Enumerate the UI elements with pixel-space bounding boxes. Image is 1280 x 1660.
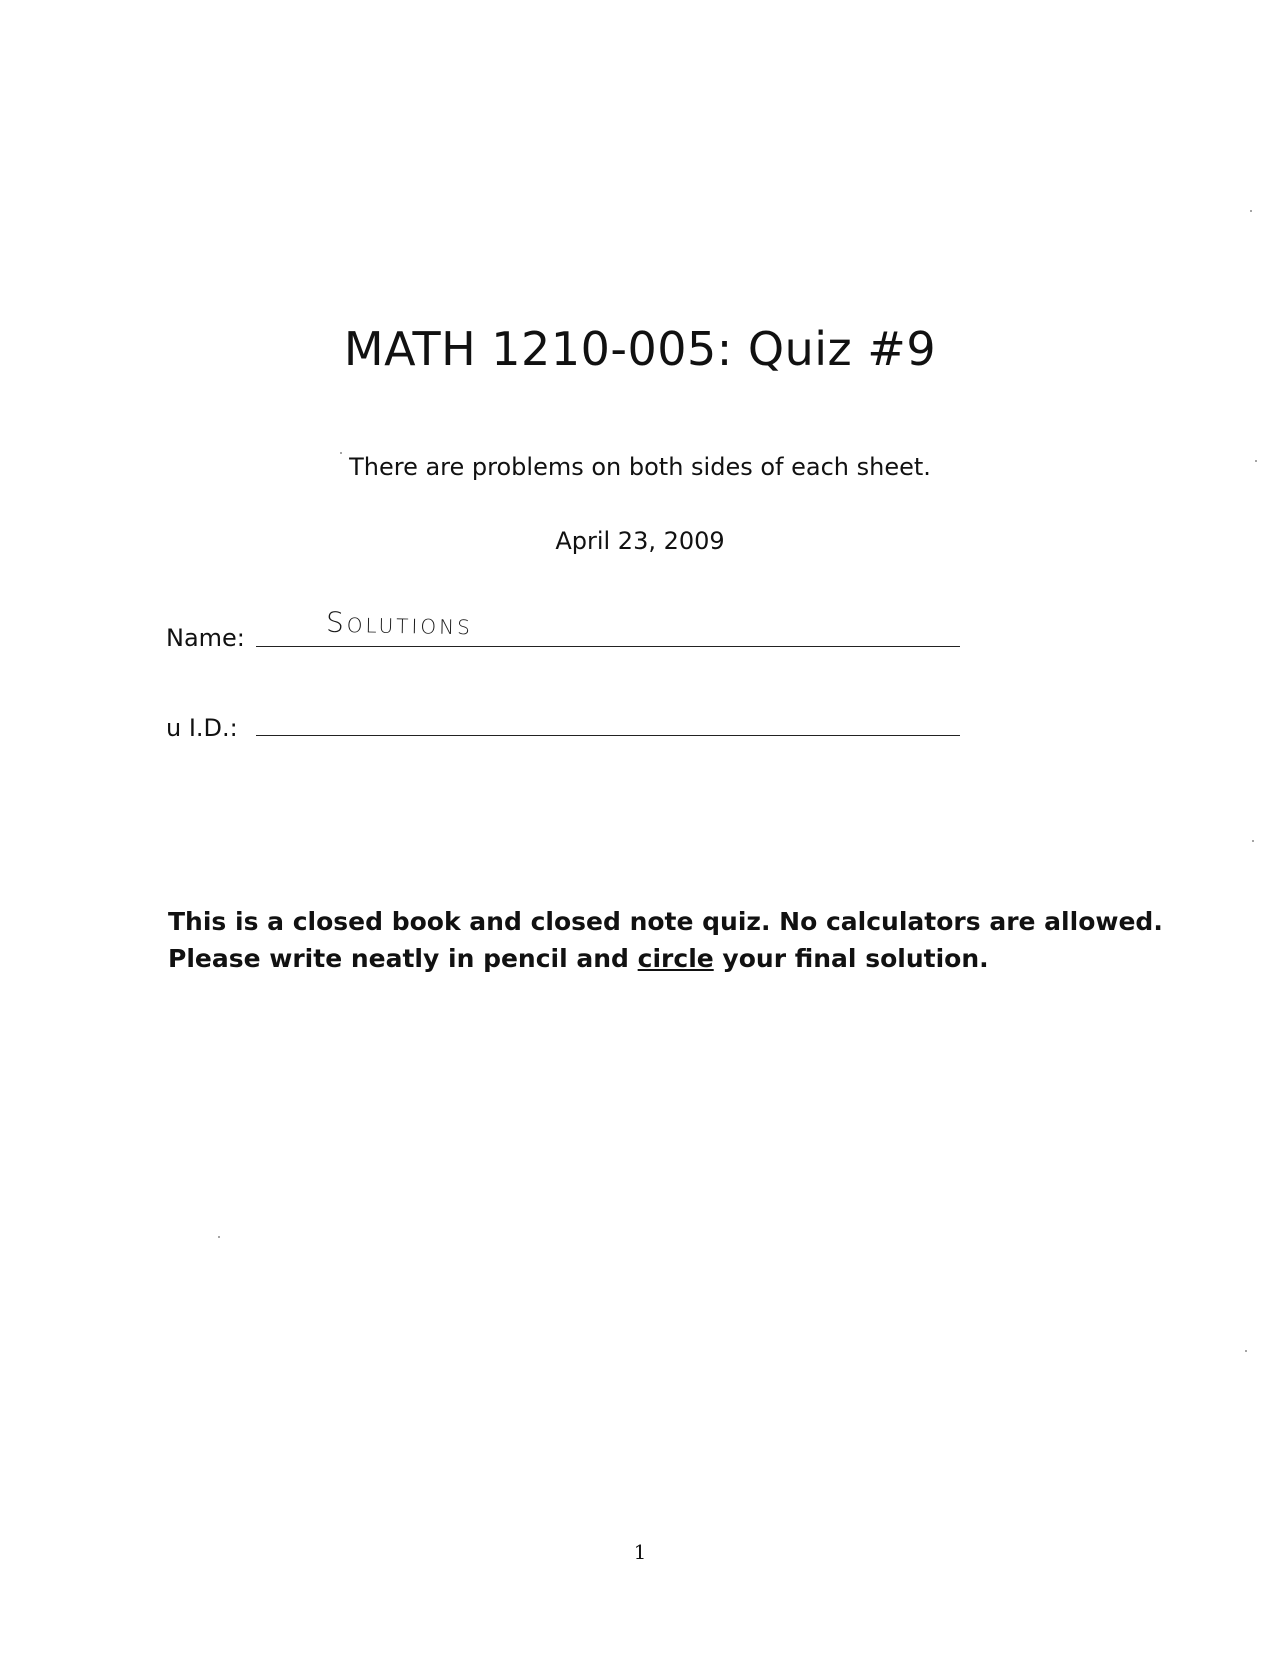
- scan-speck: [1250, 210, 1252, 212]
- subtitle-note: There are problems on both sides of each sheet.: [349, 453, 931, 481]
- instructions-line-2: [168, 940, 1168, 977]
- uid-label: u I.D.:: [166, 714, 238, 742]
- instructions-line-2-start: Please write neatly in pencil and: [168, 944, 638, 973]
- scan-speck: [1255, 460, 1257, 462]
- scan-speck: [1245, 1350, 1247, 1352]
- scan-speck: [1252, 840, 1254, 842]
- page-title: MATH 1210-005: Quiz #9: [343, 322, 937, 376]
- instructions-line-1: This is a closed book and closed note quiz. No calculators are allowed.: [168, 907, 1163, 936]
- name-label: Name:: [166, 624, 245, 652]
- instructions-line-2-end: your final solution.: [713, 944, 989, 973]
- instructions-block: [168, 903, 1168, 977]
- scan-speck: [340, 452, 342, 454]
- name-handwritten-value: Solutions: [325, 605, 474, 642]
- quiz-date: April 23, 2009: [555, 527, 725, 555]
- instructions-circle-word: circle: [637, 944, 714, 973]
- scan-speck: [218, 1236, 220, 1238]
- name-field-line: [256, 646, 960, 647]
- uid-field-line: [256, 735, 960, 736]
- page-number: 1: [633, 1540, 647, 1564]
